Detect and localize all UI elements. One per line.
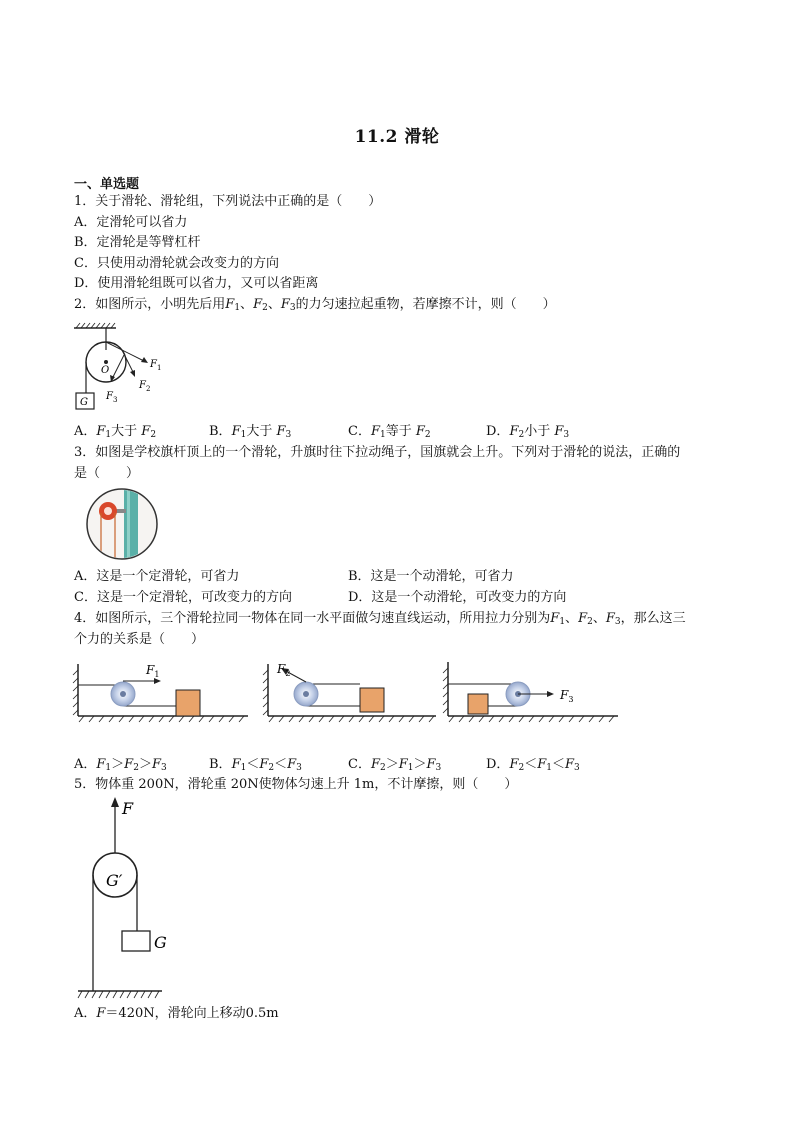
q4-figure-2 bbox=[263, 662, 436, 722]
q5-option-a: A．F＝420N，滑轮向上移动0.5m bbox=[74, 1006, 279, 1021]
q4-label-f2: $F_2$ bbox=[277, 662, 291, 678]
q3-stem-line2: 是（ ） bbox=[74, 466, 140, 481]
q2-label-f3: $F_3$ bbox=[106, 391, 118, 404]
q4-option-c: C．$F_2>F_1>F_3$ bbox=[348, 757, 442, 773]
q2-stem: 2．如图所示，小明先后用$F_1$、$F_2$、$F_3$的力匀速拉起重物，若摩擦不计，则（ ） bbox=[74, 297, 556, 313]
q2-pulley-figure bbox=[68, 322, 178, 414]
q2-stem-post: 的力匀速拉起重物，若摩擦不计，则（ ） bbox=[295, 297, 556, 312]
q1-option-c: C．只使用动滑轮就会改变力的方向 bbox=[74, 256, 279, 271]
q4-stem-post: ，那么这三 bbox=[620, 611, 686, 626]
q4-figure-3 bbox=[443, 662, 618, 722]
q4-label-f1: $F_1$ bbox=[146, 663, 160, 679]
q3-option-a: A．这是一个定滑轮，可省力 bbox=[74, 569, 240, 584]
q3-stem-line1: 3．如图是学校旗杆顶上的一个滑轮，升旗时往下拉动绳子，国旗就会上升。下列对于滑轮的说法，正确的 bbox=[74, 445, 681, 460]
q2-option-d: D．$F_2$小于 $F_3$ bbox=[486, 424, 570, 440]
q5-weight-box bbox=[122, 931, 150, 951]
q4-stem-line2: 个力的关系是（ ） bbox=[74, 632, 205, 647]
q2-option-c: C．$F_1$等于 $F_2$ bbox=[348, 424, 431, 440]
section-heading: 一、单选题 bbox=[74, 177, 140, 192]
q1-option-d: D．使用滑轮组既可以省力，又可以省距离 bbox=[74, 276, 319, 291]
q5-stem: 5．物体重 200N，滑轮重 20N使物体匀速上升 1m，不计摩擦，则（ ） bbox=[74, 777, 518, 792]
q2-label-f2: $F_2$ bbox=[139, 380, 151, 393]
q2-label-o: O bbox=[101, 365, 110, 376]
q2-stem-pre: 2．如图所示，小明先后用 bbox=[74, 297, 226, 312]
q3-option-d: D．这是一个动滑轮，可改变力的方向 bbox=[348, 590, 567, 605]
q4-label-f3: $F_3$ bbox=[560, 688, 574, 704]
q1-option-b: B．定滑轮是等臂杠杆 bbox=[74, 235, 201, 250]
q2-label-f1: $F_1$ bbox=[150, 359, 162, 372]
q4-pulley-figures bbox=[70, 656, 630, 726]
q2-label-g: G bbox=[80, 397, 88, 408]
q4-figure-1 bbox=[73, 663, 248, 722]
q5-pulley-figure bbox=[70, 795, 180, 1000]
q4-option-b: B．$F_1<F_2<F_3$ bbox=[209, 757, 302, 773]
q5-label-f: F bbox=[122, 799, 134, 818]
q3-flagpole-photo bbox=[84, 487, 162, 561]
q4-stem-line1: 4．如图所示，三个滑轮拉同一物体在同一水平面做匀速直线运动，所用拉力分别为$F_1$、$F_2$、$F_3$，那么这三 bbox=[74, 611, 686, 627]
q3-option-c: C．这是一个定滑轮，可改变力的方向 bbox=[74, 590, 292, 605]
q2-option-a: A．$F_1$大于 $F_2$ bbox=[74, 424, 157, 440]
q4-option-a: A．$F_1>F_2>F_3$ bbox=[74, 757, 167, 773]
q2-option-b: B．$F_1$大于 $F_3$ bbox=[209, 424, 292, 440]
q3-option-b: B．这是一个动滑轮，可省力 bbox=[348, 569, 514, 584]
q1-option-a: A．定滑轮可以省力 bbox=[74, 215, 188, 230]
q5-label-g: G bbox=[154, 933, 167, 952]
page-title: 11.2 滑轮 bbox=[354, 127, 440, 147]
q5-label-gp: G′ bbox=[106, 871, 123, 890]
q1-stem: 1．关于滑轮、滑轮组，下列说法中正确的是（ ） bbox=[74, 194, 382, 209]
q4-option-d: D．$F_2<F_1<F_3$ bbox=[486, 757, 580, 773]
q4-stem-pre: 4．如图所示，三个滑轮拉同一物体在同一水平面做匀速直线运动，所用拉力分别为 bbox=[74, 611, 551, 626]
